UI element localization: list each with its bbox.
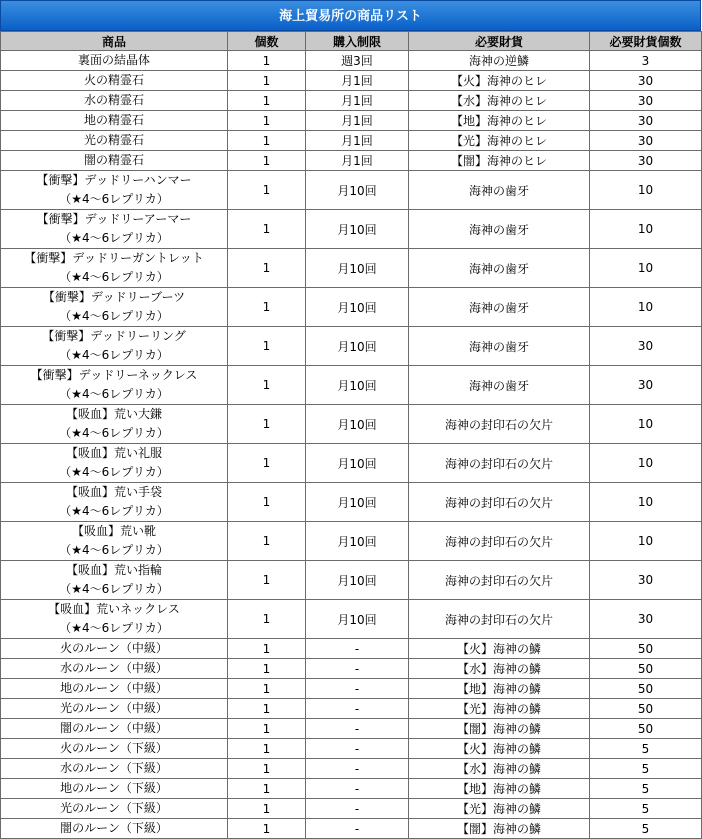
header-item: 商品 xyxy=(1,32,228,51)
cell-purchase-limit: 月10回 xyxy=(306,249,409,288)
cell-item-name xyxy=(1,151,228,171)
cell-item-name xyxy=(1,739,228,759)
cell-required-amount: 30 xyxy=(590,151,702,171)
item-name-line: （★4～6レプリカ） xyxy=(59,387,169,401)
cell-item-name xyxy=(1,327,228,366)
item-name-line: （★4～6レプリカ） xyxy=(59,465,169,479)
cell-required-amount: 10 xyxy=(590,288,702,327)
cell-quantity: 1 xyxy=(228,111,306,131)
item-name-line: 【吸血】荒い大鎌 xyxy=(65,407,162,421)
cell-item-name xyxy=(1,639,228,659)
item-name-line: 火のルーン（中級） xyxy=(60,641,168,655)
table-row xyxy=(1,799,702,819)
item-name-line: （★4～6レプリカ） xyxy=(59,231,169,245)
item-name-line: 【衝撃】デッドリーガントレット xyxy=(24,251,204,265)
item-name-line: 火の精霊石 xyxy=(83,73,144,87)
table-row xyxy=(1,739,702,759)
item-name-line: （★4～6レプリカ） xyxy=(59,621,169,635)
cell-item-name xyxy=(1,71,228,91)
cell-quantity: 1 xyxy=(228,561,306,600)
cell-required-amount: 50 xyxy=(590,679,702,699)
cell-purchase-limit: 月10回 xyxy=(306,210,409,249)
item-name-line: 地のルーン（中級） xyxy=(60,681,168,695)
cell-quantity: 1 xyxy=(228,819,306,839)
table-row xyxy=(1,779,702,799)
cell-purchase-limit: - xyxy=(306,639,409,659)
table-row xyxy=(1,522,702,561)
cell-purchase-limit: - xyxy=(306,819,409,839)
cell-quantity: 1 xyxy=(228,759,306,779)
item-name-line: 【衝撃】デッドリーアーマー xyxy=(36,212,192,226)
item-name-line: 光のルーン（下級） xyxy=(60,801,168,815)
cell-required-amount: 10 xyxy=(590,444,702,483)
cell-required-currency: 【光】海神の鱗 xyxy=(409,699,590,719)
cell-item-name xyxy=(1,779,228,799)
table-body xyxy=(1,51,702,839)
cell-purchase-limit: - xyxy=(306,739,409,759)
item-name-line: （★4～6レプリカ） xyxy=(59,426,169,440)
item-name-line: 地の精霊石 xyxy=(83,113,144,127)
table-row xyxy=(1,151,702,171)
table-row xyxy=(1,819,702,839)
cell-required-amount: 30 xyxy=(590,91,702,111)
cell-quantity: 1 xyxy=(228,719,306,739)
table-row xyxy=(1,719,702,739)
item-name-line: 【吸血】荒い指輪 xyxy=(65,563,162,577)
cell-required-amount: 30 xyxy=(590,327,702,366)
cell-purchase-limit: 月10回 xyxy=(306,561,409,600)
item-name-line: （★4～6レプリカ） xyxy=(59,582,169,596)
cell-required-currency: 【火】海神の鱗 xyxy=(409,639,590,659)
table-row xyxy=(1,171,702,210)
header-required-currency: 必要財貨 xyxy=(409,32,590,51)
table-row xyxy=(1,483,702,522)
cell-item-name xyxy=(1,819,228,839)
item-name-line: （★4～6レプリカ） xyxy=(59,504,169,518)
table-row xyxy=(1,327,702,366)
cell-required-currency: 【光】海神のヒレ xyxy=(409,131,590,151)
table-row xyxy=(1,91,702,111)
cell-quantity: 1 xyxy=(228,739,306,759)
cell-quantity: 1 xyxy=(228,639,306,659)
cell-item-name xyxy=(1,171,228,210)
cell-item-name xyxy=(1,366,228,405)
cell-item-name xyxy=(1,600,228,639)
header-quantity: 個数 xyxy=(228,32,306,51)
cell-purchase-limit: 月10回 xyxy=(306,600,409,639)
cell-required-currency: 【光】海神の鱗 xyxy=(409,799,590,819)
cell-item-name xyxy=(1,405,228,444)
cell-quantity: 1 xyxy=(228,405,306,444)
item-name-line: （★4～6レプリカ） xyxy=(59,348,169,362)
cell-required-amount: 10 xyxy=(590,210,702,249)
cell-quantity: 1 xyxy=(228,249,306,288)
cell-item-name xyxy=(1,799,228,819)
cell-quantity: 1 xyxy=(228,483,306,522)
cell-required-currency: 海神の逆鱗 xyxy=(409,51,590,71)
table-row xyxy=(1,561,702,600)
item-name-line: 光の精霊石 xyxy=(83,133,144,147)
cell-required-amount: 50 xyxy=(590,659,702,679)
cell-quantity: 1 xyxy=(228,288,306,327)
cell-quantity: 1 xyxy=(228,51,306,71)
cell-required-currency: 【火】海神のヒレ xyxy=(409,71,590,91)
cell-item-name xyxy=(1,249,228,288)
cell-item-name xyxy=(1,561,228,600)
cell-purchase-limit: - xyxy=(306,799,409,819)
cell-required-amount: 30 xyxy=(590,71,702,91)
item-name-line: 裏面の結晶体 xyxy=(77,53,150,67)
table-row xyxy=(1,639,702,659)
cell-required-amount: 5 xyxy=(590,799,702,819)
cell-required-amount: 5 xyxy=(590,819,702,839)
table-row xyxy=(1,288,702,327)
cell-item-name xyxy=(1,111,228,131)
cell-purchase-limit: 月1回 xyxy=(306,131,409,151)
item-name-line: （★4～6レプリカ） xyxy=(59,309,169,323)
table-row xyxy=(1,131,702,151)
cell-required-currency: 【地】海神のヒレ xyxy=(409,111,590,131)
cell-item-name xyxy=(1,659,228,679)
item-name-line: 【衝撃】デッドリーネックレス xyxy=(30,368,198,382)
cell-item-name xyxy=(1,444,228,483)
cell-required-amount: 10 xyxy=(590,483,702,522)
cell-required-currency: 海神の封印石の欠片 xyxy=(409,444,590,483)
cell-quantity: 1 xyxy=(228,131,306,151)
cell-purchase-limit: - xyxy=(306,659,409,679)
table-row xyxy=(1,444,702,483)
table-row xyxy=(1,210,702,249)
item-name-line: 闇のルーン（中級） xyxy=(60,721,168,735)
table-row xyxy=(1,600,702,639)
cell-required-currency: 海神の歯牙 xyxy=(409,366,590,405)
cell-required-currency: 海神の歯牙 xyxy=(409,327,590,366)
cell-required-amount: 5 xyxy=(590,759,702,779)
table-row xyxy=(1,679,702,699)
table-row xyxy=(1,366,702,405)
cell-purchase-limit: 月10回 xyxy=(306,288,409,327)
cell-required-amount: 10 xyxy=(590,522,702,561)
item-name-line: 水のルーン（中級） xyxy=(60,661,168,675)
cell-required-currency: 【火】海神の鱗 xyxy=(409,739,590,759)
item-name-line: 【衝撃】デッドリーハンマー xyxy=(36,173,192,187)
cell-required-currency: 海神の歯牙 xyxy=(409,171,590,210)
cell-required-amount: 5 xyxy=(590,779,702,799)
table-row xyxy=(1,51,702,71)
item-name-line: 闇の精霊石 xyxy=(83,153,144,167)
cell-quantity: 1 xyxy=(228,679,306,699)
cell-purchase-limit: 週3回 xyxy=(306,51,409,71)
item-name-line: 水のルーン（下級） xyxy=(60,761,168,775)
cell-required-currency: 【地】海神の鱗 xyxy=(409,779,590,799)
cell-purchase-limit: 月10回 xyxy=(306,171,409,210)
table-row xyxy=(1,111,702,131)
cell-purchase-limit: - xyxy=(306,719,409,739)
product-table xyxy=(0,31,702,839)
cell-purchase-limit: 月10回 xyxy=(306,327,409,366)
item-name-line: （★4～6レプリカ） xyxy=(59,543,169,557)
table-title: 海上貿易所の商品リスト xyxy=(0,0,701,31)
item-name-line: （★4～6レプリカ） xyxy=(59,192,169,206)
cell-purchase-limit: 月10回 xyxy=(306,444,409,483)
cell-required-amount: 10 xyxy=(590,171,702,210)
cell-item-name xyxy=(1,210,228,249)
cell-purchase-limit: 月10回 xyxy=(306,405,409,444)
cell-purchase-limit: - xyxy=(306,679,409,699)
cell-required-currency: 海神の歯牙 xyxy=(409,288,590,327)
cell-required-currency: 【水】海神の鱗 xyxy=(409,759,590,779)
cell-required-amount: 10 xyxy=(590,405,702,444)
table-row xyxy=(1,249,702,288)
cell-purchase-limit: 月1回 xyxy=(306,71,409,91)
cell-purchase-limit: - xyxy=(306,699,409,719)
header-purchase-limit: 購入制限 xyxy=(306,32,409,51)
cell-quantity: 1 xyxy=(228,522,306,561)
cell-purchase-limit: 月10回 xyxy=(306,522,409,561)
cell-quantity: 1 xyxy=(228,444,306,483)
cell-purchase-limit: 月1回 xyxy=(306,91,409,111)
cell-required-currency: 海神の封印石の欠片 xyxy=(409,483,590,522)
cell-purchase-limit: 月1回 xyxy=(306,151,409,171)
cell-item-name xyxy=(1,699,228,719)
item-name-line: 【吸血】荒いネックレス xyxy=(48,602,180,616)
cell-item-name xyxy=(1,131,228,151)
cell-required-amount: 3 xyxy=(590,51,702,71)
table-row xyxy=(1,71,702,91)
cell-item-name xyxy=(1,51,228,71)
cell-required-currency: 【闇】海神の鱗 xyxy=(409,819,590,839)
item-name-line: 闇のルーン（下級） xyxy=(60,821,168,835)
cell-quantity: 1 xyxy=(228,659,306,679)
cell-purchase-limit: 月10回 xyxy=(306,483,409,522)
cell-item-name xyxy=(1,679,228,699)
cell-quantity: 1 xyxy=(228,91,306,111)
cell-required-currency: 【闇】海神の鱗 xyxy=(409,719,590,739)
item-name-line: 【吸血】荒い靴 xyxy=(71,524,156,538)
table-row xyxy=(1,405,702,444)
cell-required-currency: 【闇】海神のヒレ xyxy=(409,151,590,171)
cell-required-currency: 海神の封印石の欠片 xyxy=(409,522,590,561)
cell-item-name xyxy=(1,522,228,561)
table-header-row xyxy=(1,32,702,51)
cell-required-currency: 【水】海神の鱗 xyxy=(409,659,590,679)
cell-required-amount: 30 xyxy=(590,561,702,600)
cell-quantity: 1 xyxy=(228,600,306,639)
cell-quantity: 1 xyxy=(228,799,306,819)
cell-required-amount: 50 xyxy=(590,699,702,719)
cell-purchase-limit: 月10回 xyxy=(306,366,409,405)
cell-required-amount: 30 xyxy=(590,111,702,131)
cell-quantity: 1 xyxy=(228,366,306,405)
cell-purchase-limit: - xyxy=(306,779,409,799)
cell-item-name xyxy=(1,759,228,779)
table-row xyxy=(1,699,702,719)
cell-required-currency: 海神の封印石の欠片 xyxy=(409,405,590,444)
item-name-line: 【吸血】荒い手袋 xyxy=(65,485,162,499)
cell-required-currency: 【水】海神のヒレ xyxy=(409,91,590,111)
cell-required-currency: 海神の封印石の欠片 xyxy=(409,561,590,600)
cell-required-amount: 30 xyxy=(590,366,702,405)
item-name-line: 地のルーン（下級） xyxy=(60,781,168,795)
cell-required-currency: 海神の歯牙 xyxy=(409,210,590,249)
cell-required-amount: 50 xyxy=(590,719,702,739)
cell-item-name xyxy=(1,719,228,739)
item-name-line: 光のルーン（中級） xyxy=(60,701,168,715)
cell-item-name xyxy=(1,288,228,327)
item-name-line: 【衝撃】デッドリーリング xyxy=(42,329,186,343)
cell-quantity: 1 xyxy=(228,210,306,249)
header-required-amount: 必要財貨個数 xyxy=(590,32,702,51)
cell-required-amount: 30 xyxy=(590,600,702,639)
cell-required-currency: 海神の封印石の欠片 xyxy=(409,600,590,639)
cell-quantity: 1 xyxy=(228,171,306,210)
cell-quantity: 1 xyxy=(228,151,306,171)
table-row xyxy=(1,659,702,679)
item-name-line: 火のルーン（下級） xyxy=(60,741,168,755)
cell-required-amount: 10 xyxy=(590,249,702,288)
cell-quantity: 1 xyxy=(228,699,306,719)
cell-required-amount: 30 xyxy=(590,131,702,151)
cell-required-amount: 50 xyxy=(590,639,702,659)
cell-quantity: 1 xyxy=(228,71,306,91)
cell-required-currency: 【地】海神の鱗 xyxy=(409,679,590,699)
item-name-line: （★4～6レプリカ） xyxy=(59,270,169,284)
table-row xyxy=(1,759,702,779)
cell-quantity: 1 xyxy=(228,327,306,366)
cell-required-currency: 海神の歯牙 xyxy=(409,249,590,288)
item-name-line: 【吸血】荒い礼服 xyxy=(65,446,162,460)
item-name-line: 水の精霊石 xyxy=(83,93,144,107)
cell-item-name xyxy=(1,483,228,522)
cell-purchase-limit: - xyxy=(306,759,409,779)
cell-quantity: 1 xyxy=(228,779,306,799)
item-name-line: 【衝撃】デッドリーブーツ xyxy=(42,290,186,304)
cell-item-name xyxy=(1,91,228,111)
cell-required-amount: 5 xyxy=(590,739,702,759)
cell-purchase-limit: 月1回 xyxy=(306,111,409,131)
